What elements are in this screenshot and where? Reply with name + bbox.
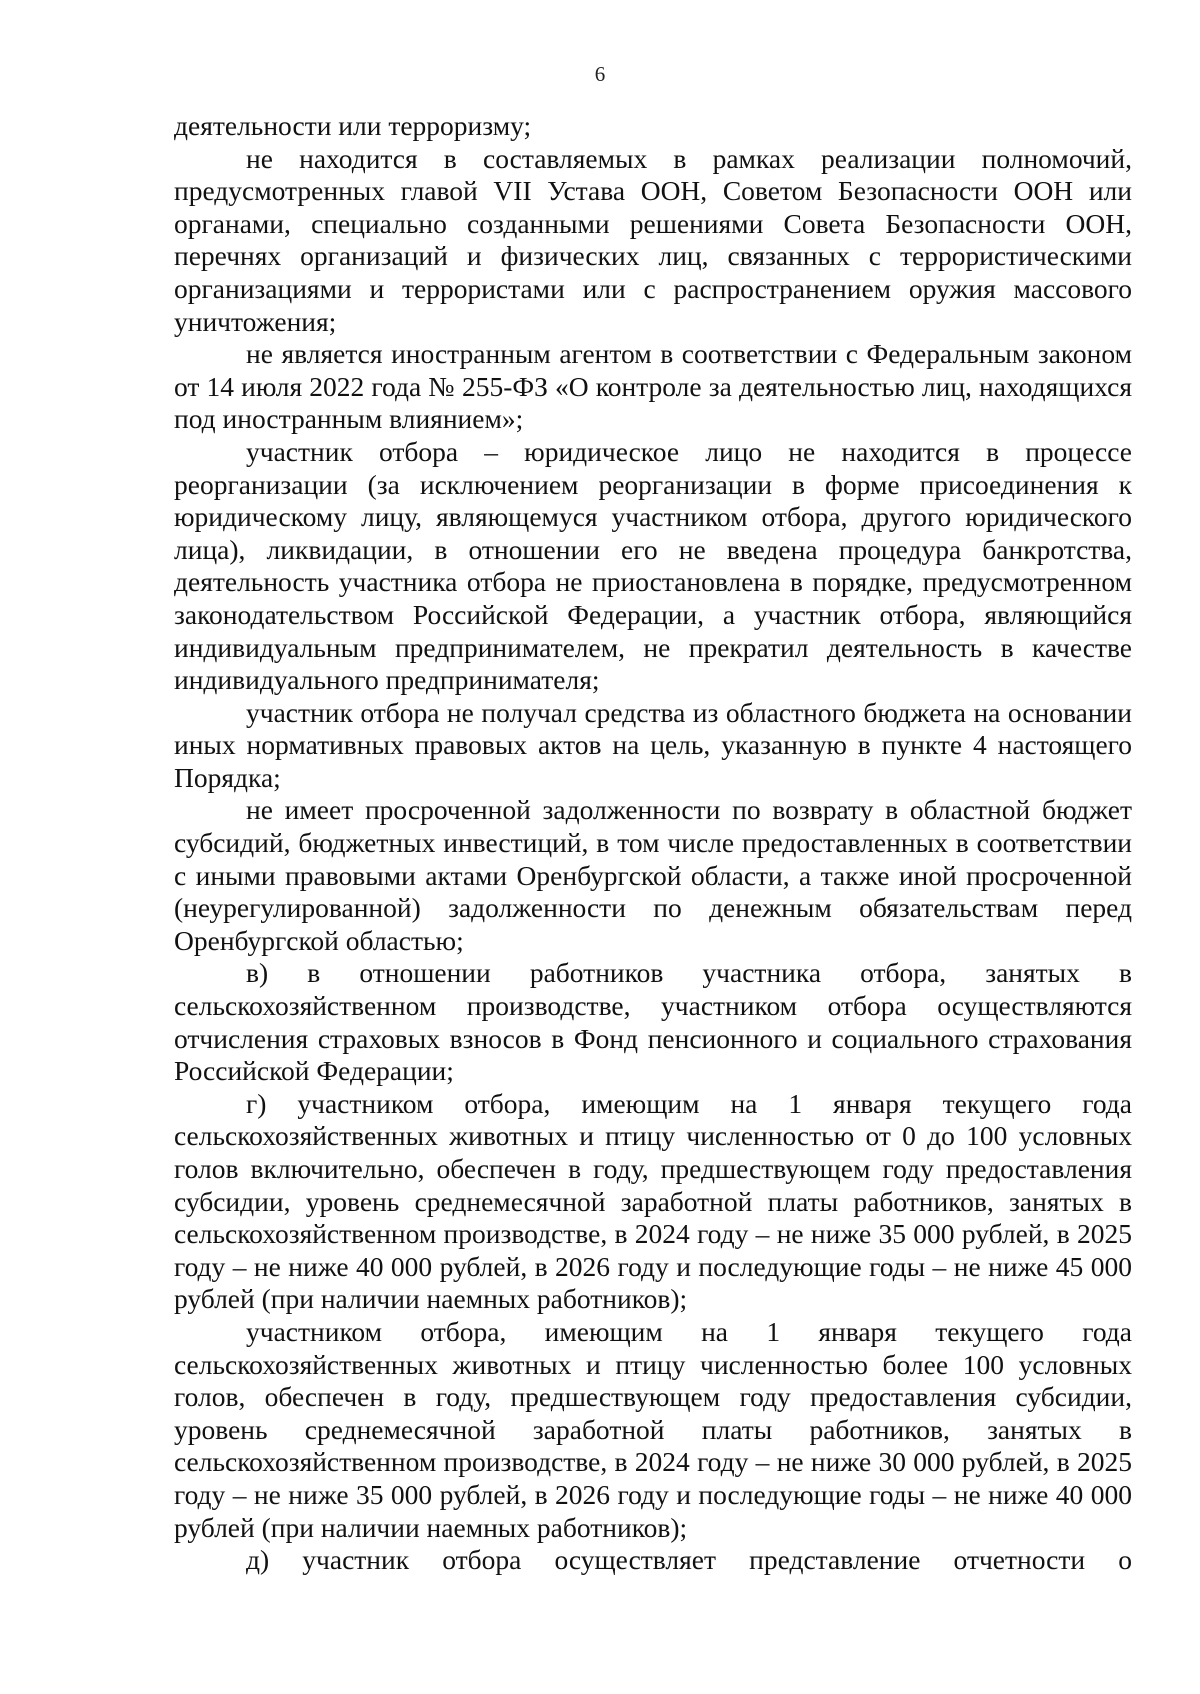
paragraph-item-d: д) участник отбора осуществляет представление отчетности о	[246, 1544, 1132, 1576]
page-number: 6	[594, 62, 606, 86]
paragraph-item-v: в) в отношении работников участника отбора, занятых в сельскохозяйственном производстве, участником отбора осуществляются отчисления страховых взносов в Фонд пенсионного и социального страхования Российской Федерации;	[174, 957, 1132, 1087]
paragraph-over-100-heads: участником отбора, имеющим на 1 января текущего года сельскохозяйственных животных и птицу численностью более 100 условных голов, обеспечен в году, предшествующем году предоставления субсидии, уровень среднемесячной заработной платы работников, занятых в сельскохозяйственном производстве, в 2024 году – не ниже 30 000 рублей, в 2025 году – не ниже 35 000 рублей, в 2026 году и последующие годы – не ниже 40 000 рублей (при наличии наемных работников);	[174, 1315, 1132, 1543]
paragraph-overdue-debt: не имеет просроченной задолженности по возврату в областной бюджет субсидий, бюджетных инвестиций, в том числе предоставленных в соответствии с иными правовыми актами Оренбургской области, а также иной просроченной (неурегулированной) задолженности по денежным обязательствам перед Оренбургской областью;	[174, 794, 1132, 956]
document-body	[174, 110, 1132, 1577]
paragraph-continuation: деятельности или терроризму;	[174, 110, 532, 141]
paragraph-foreign-agent: не является иностранным агентом в соответствии с Федеральным законом от 14 июля 2022 года № 255-ФЗ «О контроле за деятельностью лиц, находящихся под иностранным влиянием»;	[174, 338, 1132, 435]
paragraph-item-g: г) участником отбора, имеющим на 1 января текущего года сельскохозяйственных животных и птицу численностью от 0 до 100 условных голов включительно, обеспечен в году, предшествующем году предоставления субсидии, уровень среднемесячной заработной платы работников, занятых в сельскохозяйственном производстве, в 2024 году – не ниже 35 000 рублей, в 2025 году – не ниже 40 000 рублей, в 2026 году и последующие годы – не ниже 45 000 рублей (при наличии наемных работников);	[174, 1087, 1132, 1315]
paragraph-reorganization: участник отбора – юридическое лицо не находится в процессе реорганизации (за исключением реорганизации в форме присоединения к юридическому лицу, являющемуся участником отбора, другого юридического лица), ликвидации, в отношении его не введена процедура банкротства, деятельность участника отбора не приостановлена в порядке, предусмотренном законодательством Российской Федерации, а участник отбора, являющийся индивидуальным предпринимателем, не прекратил деятельность в качестве индивидуального предпринимателя;	[174, 435, 1132, 696]
paragraph-un-sanctions: не находится в составляемых в рамках реализации полномочий, предусмотренных главой VII Устава ООН, Советом Безопасности ООН или органами, специально созданными решениями Совета Безопасности ООН, перечнях организаций и физических лиц, связанных с террористическими организациями и террористами или с распространением оружия массового уничтожения;	[174, 142, 1132, 337]
paragraph-budget-funds: участник отбора не получал средства из областного бюджета на основании иных нормативных правовых актов на цель, указанную в пункте 4 настоящего Порядка;	[174, 696, 1132, 793]
